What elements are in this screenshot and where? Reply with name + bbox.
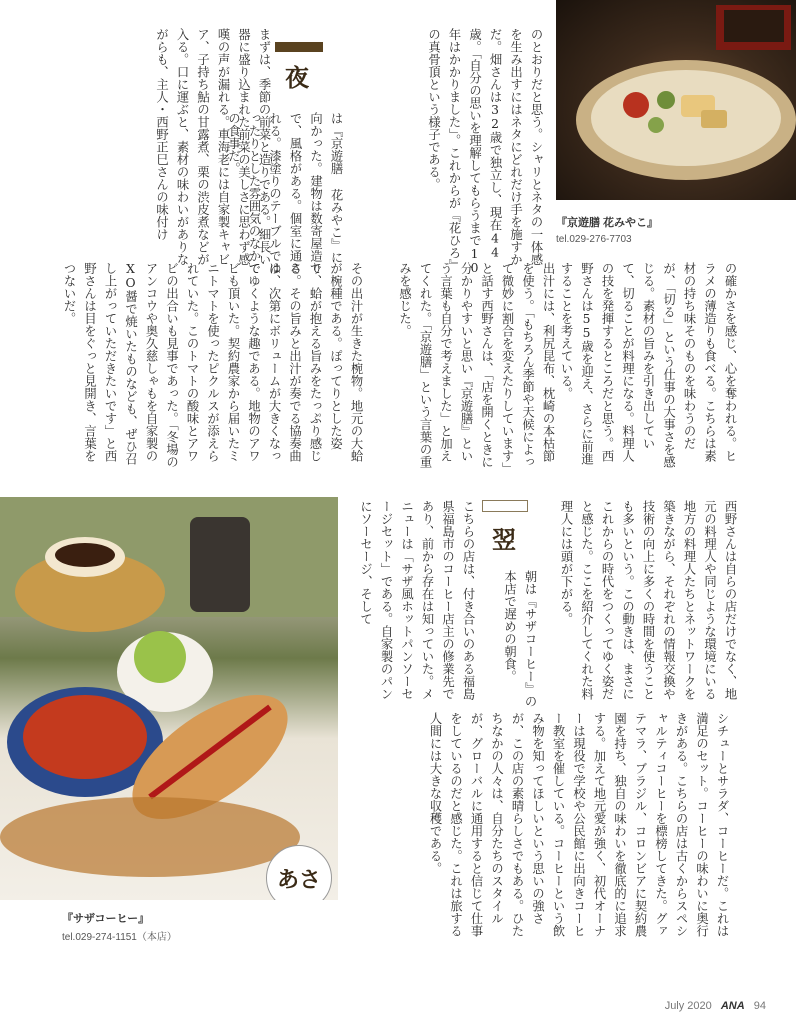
- text-block-2b: [56, 28, 274, 276]
- text-block-4: [368, 262, 558, 472]
- text-block-8: [352, 712, 732, 948]
- caption-kyoyuzen-tel: tel.029-276-7703: [556, 234, 632, 245]
- paragraph: まずは、季節の前菜と造りである。細長い器に盛り込まれた前菜の美しさに思わず感嘆の声が漏れる。車海老には自家製キャビア、子持ち鮎の甘露煮、栗の渋皮煮などが入る。口に運ぶと、素材の味わいがありながらも、主人・西野正巳さんの味付け: [154, 28, 271, 266]
- caption-saza-name: 『サザコーヒー』: [62, 913, 150, 925]
- paragraph: 西野さんは自らの店だけでなく、地元の料理人や同じような環境にいる地方の料理人たちとネットワークを築きながら、それぞれの情報交換や技術の向上に多くの時間を使うことも多いという。この動きは、まさにこれからの時代をつくってゆく姿だと感じた。ここを紹介してくれた料理人には頭が下がる。: [559, 500, 737, 700]
- paragraph: の確かさを感じ、心を奪われる。ヒラメの薄造りも食べる。こちらは素材の持ち味そのものを味わうのだが、「切る」という仕事の大事さを感じる。素材の旨みを引き出していて、切ることが料理になる。料理人の技を発揮するところだと思う。西野さんは55歳を迎え、さらに前進することを考えている。: [559, 262, 737, 469]
- caption-kyoyuzen-name: 『京遊膳 花みやこ』: [556, 217, 659, 229]
- paragraph: は『京遊膳 花みやこ』に向かった。建物は数寄屋造りで、風格がある。個室に通される。漆塗りのテーブルでゆったりとした雰囲気のなかでの食事だ。: [226, 112, 343, 275]
- heading-box-yoku: [482, 500, 530, 562]
- heading-yoru: 夜: [285, 63, 309, 92]
- text-block-5: [62, 262, 366, 472]
- heading-box-yoru: [275, 42, 323, 96]
- text-block-7b: [352, 500, 478, 710]
- paragraph: その出汁が生きた椀物。地元の大蛤が椀種である。ぽってりとした姿で、蛤が抱える旨みをたっぷり感じる。その旨みと出汁が奏でる協奏曲は、次第にボリュームが大きくなってゆくような趣である。地物のアワビも頂いた。契約農家から届いたミニトマトを使ったピクルスが添えられていた。このトマトの酸味とアワビの出合いも見事であった。「冬場のアンコウや奥久慈しゃもを自家製のXO醤で焼いたものなども、ぜひ召し上がっていただきたいです」と西野さんは目をぐっと見開き、言葉をつないだ。: [62, 262, 363, 469]
- page-number: 94: [753, 1000, 766, 1012]
- text-block-6: [560, 500, 740, 710]
- heading-yoku: 翌: [492, 525, 516, 554]
- asa-label: あさ: [276, 866, 321, 893]
- page-footer: [665, 1000, 766, 1012]
- issue-date: July 2020: [664, 1000, 712, 1012]
- text-block-3: [560, 262, 740, 472]
- magazine-brand: ANA: [720, 1000, 745, 1012]
- breakfast-illustration: [0, 497, 338, 900]
- text-block-1: [350, 28, 546, 276]
- photo-saza-coffee-breakfast: [0, 497, 338, 900]
- text-block-2a: [226, 112, 346, 276]
- photo-kyoyuzen-dish: [556, 0, 796, 200]
- paragraph: こちらの店は、付き合いのある福島県福島市のコーヒー店主の修業先であり、前から存在は知っていた。メニューは「サザ風ホットパンソーセージセット」である。自家製のパンにソーセージ、そして: [358, 500, 475, 700]
- dish-illustration: [556, 0, 796, 200]
- paragraph: のとおりだと思う。シャリとネタの一体感を生み出すにはネタにどれだけ手を施すかだ。畑さんは32歳で独立し、現在44歳。「自分の思いを理解してもらうまで10年はかかりました」。これからが『花ひろ』の真骨頂という様子である。: [426, 28, 543, 276]
- paragraph: 朝は『サザコーヒー』の本店で遅めの朝食。: [502, 570, 537, 708]
- paragraph: 出汁には、利尻昆布、枕崎の本枯節を使う。「もちろん季節や天候によって微妙に割合を変えたりしています」と話す西野さんは、「店を開くときに分かりやすいと思い『京遊膳』という言葉も自分で考えました」と加えてくれた。「京遊膳」という言葉の重みを感じた。: [397, 262, 555, 469]
- paragraph: シチューとサラダ、コーヒーだ。これは満足のセット。コーヒーの味わいに奥行きがある。こちらの店は古くからスペシャルティコーヒーを標榜してきた。グァテマラ、ブラジル、コロンビアに契約農園を持ち、独自の味わいを徹底的に追求する。加えて地元愛が強く、初代オーナーは現役で学校や公民館に出向きコーヒー教室を催している。コーヒーという飲み物を知ってほしいという思いの強さが、この店の素晴らしさでもある。ひたちなかの人々は、自分たちのスタイルが、グローバルに通用すると信じて仕事をしているのだと感じた。これは旅する人間には大きな収穫である。: [428, 712, 729, 937]
- caption-saza-tel: tel.029-274-1151（本店）: [62, 932, 177, 943]
- text-block-7a: [480, 570, 540, 710]
